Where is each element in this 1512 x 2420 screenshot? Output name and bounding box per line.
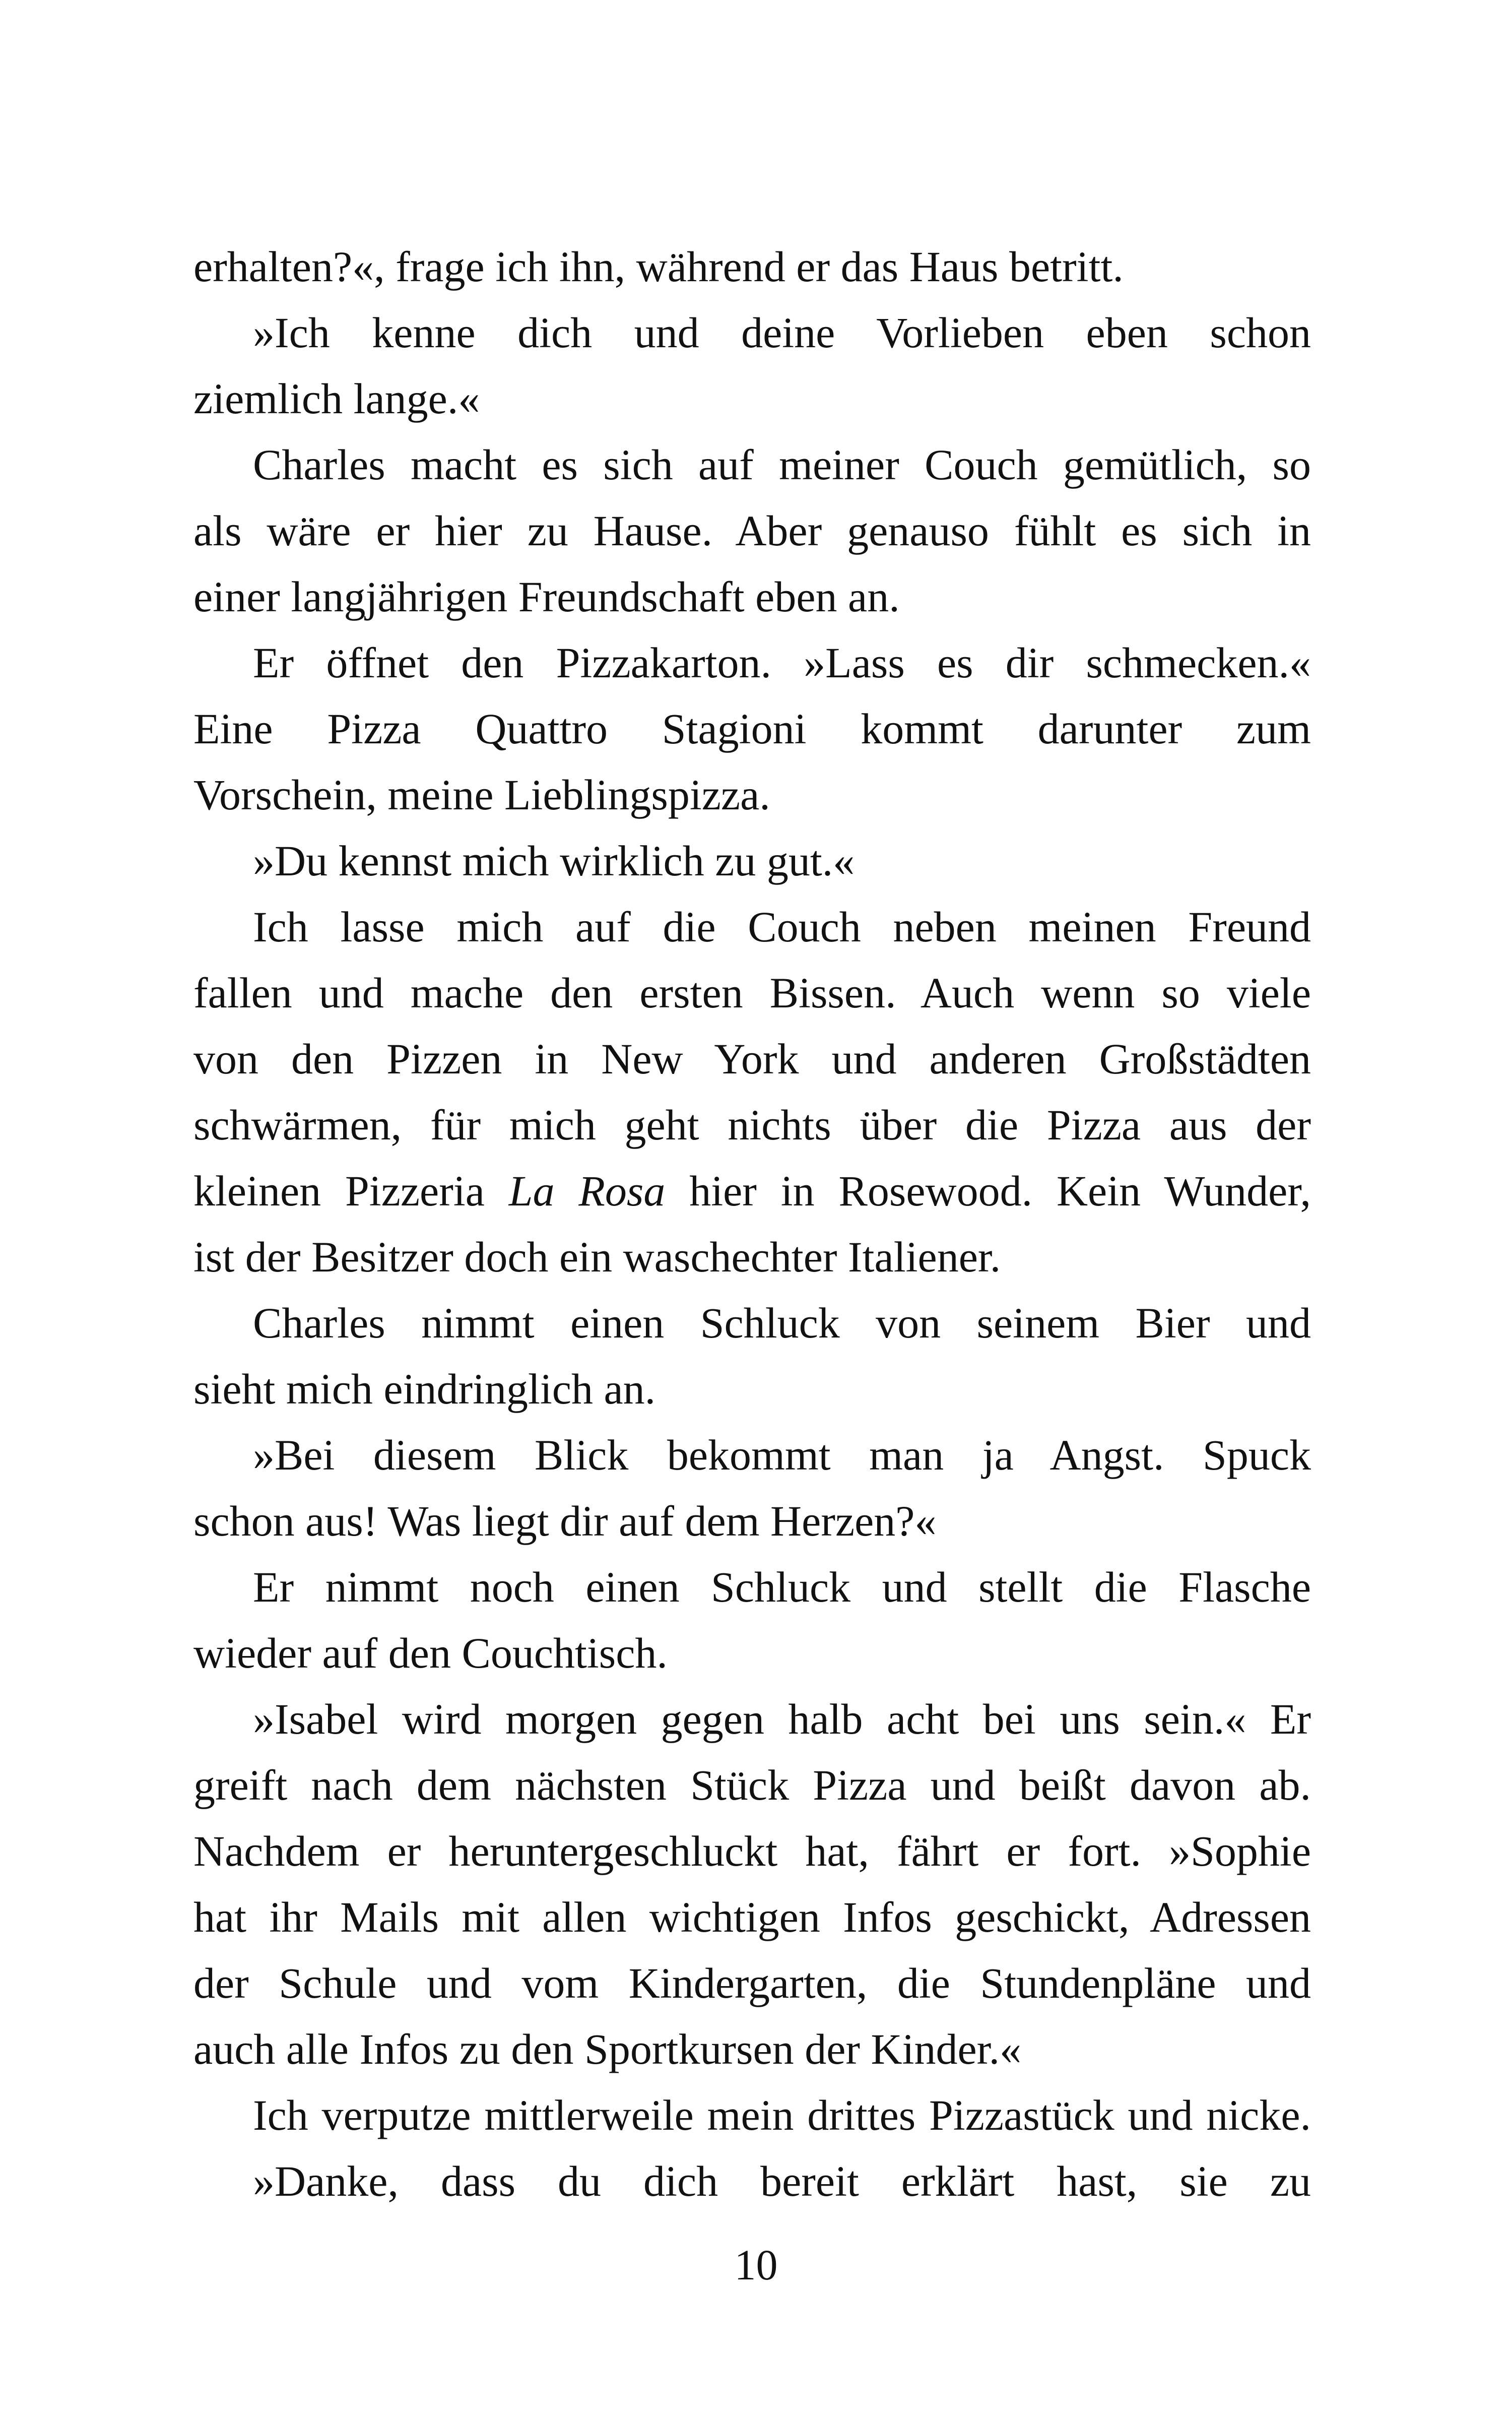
text-segment: »Danke, dass du dich bereit erklärt hast, sie zu (253, 2157, 1311, 2205)
text-segment: der Schule und vom Kindergarten, die Stundenpläne und (193, 1959, 1311, 2007)
text-segment: Ich lasse mich auf die Couch neben meinen Freund (253, 903, 1311, 951)
text-segment: Er nimmt noch einen Schluck und stellt die Flasche (253, 1563, 1311, 1611)
text-segment: erhalten?«, frage ich ihn, während er das Haus betritt. (193, 242, 1124, 291)
text-line (193, 1224, 1311, 1290)
text-segment: hier in Rosewood. Kein Wunder, (665, 1167, 1311, 1215)
text-segment: kleinen Pizzeria (193, 1167, 509, 1215)
text-segment: »Du kennst mich wirklich zu gut.« (253, 837, 855, 885)
body-text (193, 234, 1311, 2214)
text-segment: »Ich kenne dich und deine Vorlieben eben schon (253, 308, 1311, 357)
text-segment: greift nach dem nächsten Stück Pizza und beißt davon ab. (193, 1761, 1311, 1809)
text-line (193, 1884, 1311, 1950)
text-segment: von den Pizzen in New York und anderen Großstädten (193, 1035, 1311, 1083)
text-line (193, 1356, 1311, 1422)
text-segment: ist der Besitzer doch ein waschechter Italiener. (193, 1233, 1001, 1281)
text-segment: wieder auf den Couchtisch. (193, 1629, 668, 1677)
text-line (193, 2148, 1311, 2214)
text-segment: Charles macht es sich auf meiner Couch gemütlich, so (253, 440, 1311, 489)
text-segment: Ich verputze mittlerweile mein drittes Pizzastück und nicke. (253, 2091, 1311, 2139)
text-segment: »Bei diesem Blick bekommt man ja Angst. Spuck (253, 1431, 1311, 1479)
text-line (193, 1620, 1311, 1686)
text-line (193, 498, 1311, 564)
pizzeria-name: La Rosa (508, 1167, 666, 1215)
text-line (193, 1686, 1311, 1752)
text-line (193, 696, 1311, 762)
text-segment: Charles nimmt einen Schluck von seinem Bier und (253, 1299, 1311, 1347)
text-line (193, 1950, 1311, 2016)
text-segment: Er öffnet den Pizzakarton. »Lass es dir schmecken.« (253, 639, 1311, 687)
text-segment: einer langjährigen Freundschaft eben an. (193, 572, 900, 621)
text-segment: Nachdem er heruntergeschluckt hat, fährt er fort. »Sophie (193, 1827, 1311, 1875)
text-line (193, 1422, 1311, 1488)
text-segment: als wäre er hier zu Hause. Aber genauso fühlt es sich in (193, 506, 1311, 555)
text-segment: Vorschein, meine Lieblingspizza. (193, 771, 770, 819)
text-line (193, 234, 1311, 300)
text-line (193, 564, 1311, 630)
text-segment: ziemlich lange.« (193, 374, 480, 423)
text-line (193, 828, 1311, 894)
text-segment: schon aus! Was liegt dir auf dem Herzen?« (193, 1497, 937, 1545)
text-line (193, 2016, 1311, 2082)
text-line (193, 432, 1311, 498)
text-line (193, 1818, 1311, 1884)
text-line (193, 2082, 1311, 2148)
text-line (193, 1092, 1311, 1158)
text-line (193, 1554, 1311, 1620)
text-segment: schwärmen, für mich geht nichts über die Pizza aus der (193, 1101, 1311, 1149)
text-segment: Eine Pizza Quattro Stagioni kommt darunter zum (193, 705, 1311, 753)
text-segment: sieht mich eindringlich an. (193, 1365, 656, 1413)
text-line (193, 630, 1311, 696)
text-line (193, 300, 1311, 366)
text-line (193, 894, 1311, 960)
text-line (193, 366, 1311, 432)
text-line (193, 1158, 1311, 1224)
text-segment: auch alle Infos zu den Sportkursen der Kinder.« (193, 2025, 1022, 2073)
text-segment: fallen und mache den ersten Bissen. Auch wenn so viele (193, 969, 1311, 1017)
page-number: 10 (734, 2241, 778, 2289)
text-line (193, 1290, 1311, 1356)
text-line (193, 762, 1311, 828)
text-line (193, 1752, 1311, 1818)
text-segment: hat ihr Mails mit allen wichtigen Infos geschickt, Adressen (193, 1893, 1311, 1941)
text-line (193, 1488, 1311, 1554)
text-segment: »Isabel wird morgen gegen halb acht bei uns sein.« Er (253, 1695, 1311, 1743)
text-line (193, 1026, 1311, 1092)
text-line (193, 960, 1311, 1026)
